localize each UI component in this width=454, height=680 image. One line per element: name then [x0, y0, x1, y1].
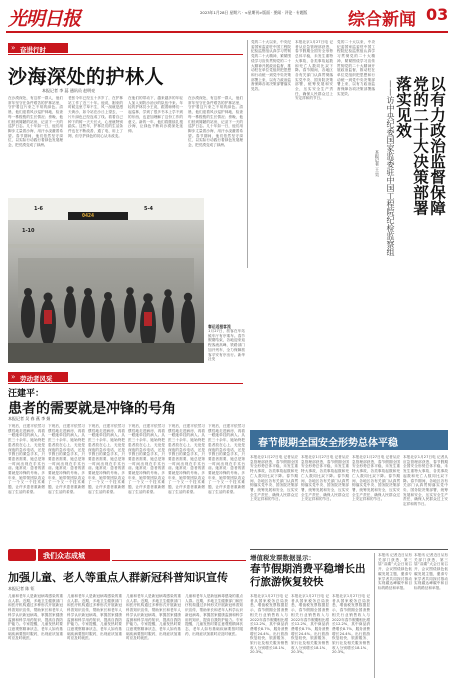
sign-1: 1-6	[34, 206, 44, 212]
consumption-col-2: 本报北京1月27日电 记者从国家税务总局获悉，增值税发票数据显示，春节假期全国消费相关行业销售收入与2022年春节假期相比增长12.2%，其中商品消费增长8.7%，服务消费增长24.4%。出行旅游恢复较快，旅游服务、旅行社及相关服务销售收入分别增长18.1%、20.3%。	[291, 594, 329, 655]
labor-pre-title: 汪建平：	[8, 389, 45, 399]
labor-title: 患者的需要就是冲锋的号角	[8, 401, 176, 417]
right-feature-title: 以有力政治监督保障党的二十大决策部署落实见效	[394, 76, 447, 216]
middle-col-2: 本报北京1月27日电 记者从应急管理部获悉，春节假期全国安全形势总体平稳，未发生重特大事故，各类事故起数和死亡人数同比双下降。春节期间，各地区各有关部门认真贯彻落实党中央、国务院决策部署，统筹发展和安全，压实安全生产责任，确保人民群众过上安定祥和的节日。	[295, 40, 333, 101]
consumption-title: 春节假期消费平稳增长出行旅游恢复较快	[250, 563, 366, 588]
right-feature-byline: 本报记者 王 昊	[375, 150, 380, 177]
spring-news-banner: 春节假期全国安全形势总体平稳	[250, 430, 448, 450]
column-divider	[247, 40, 248, 268]
labor-col-5: 下班后，汪建平依然习惯性地走进病房，再看一眼她牵挂的病人。从医三十余年，她始终把患者放在心上，无论是深夜的急诊电话，还是节假日的紧急手术，只要患者需要，她总是第一时间出现在手术台前。她常说：患者的需要就是冲锋的号角。多年来，她带领团队攻克了一个又一个技术难题，让许多患者重新燃起了生活的希望。	[168, 424, 205, 494]
side-divider	[374, 553, 375, 678]
photo-caption: 春运返程客流 1月27日，旅客在车站候车厅有序乘车。春节假期结束，各地迎来返程客流高峰，铁路部门加开列车，全力保障旅客平安有序出行。新华社发	[208, 324, 245, 362]
top-story-byline: 本报记者 李 蕊 通讯员 赵明亮	[42, 88, 96, 93]
consumption-col-1: 本报北京1月27日电 记者从国家税务总局获悉，增值税发票数据显示，春节假期全国消费相关行业销售收入与2022年春节假期相比增长12.2%，其中商品消费增长8.7%，服务消费增长24.4%。出行旅游恢复较快，旅游服务、旅行社及相关服务销售收入分别增长18.1%、20.3%。	[250, 594, 288, 655]
top-story-title: 沙海深处的护林人	[8, 66, 165, 88]
consumption-kicker: 增值税发票数据显示：	[250, 554, 315, 562]
news-photo	[8, 198, 204, 363]
labor-col-6: 下班后，汪建平依然习惯性地走进病房，再看一眼她牵挂的病人。从医三十余年，她始终把患者放在心上，无论是深夜的急诊电话，还是节假日的紧急手术，只要患者需要，她总是第一时间出现在手术台前。她常说：患者的需要就是冲锋的号角。多年来，她带领团队攻克了一个又一个技术难题，让许多患者重新燃起了生活的希望。	[208, 424, 245, 494]
masthead-rule	[6, 31, 448, 33]
masthead	[0, 0, 454, 38]
chevron-icon: »	[11, 43, 16, 52]
dateline: 2023年1月28日 星期六 · <星期刊>版面 · 要闻 · 评论 · 专题版	[200, 10, 308, 15]
labor-col-1: 下班后，汪建平依然习惯性地走进病房，再看一眼她牵挂的病人。从医三十余年，她始终把患者放在心上，无论是深夜的急诊电话，还是节假日的紧急手术，只要患者需要，她总是第一时间出现在手术台前。她常说：患者的需要就是冲锋的号角。多年来，她带领团队攻克了一个又一个技术难题，让许多患者重新燃起了生活的希望。	[8, 424, 45, 494]
labor-byline: 本报记者 吴 春 燕 李 娟	[8, 416, 51, 421]
consumption-col-3: 本报北京1月27日电 记者从国家税务总局获悉，增值税发票数据显示，春节假期全国消费相关行业销售收入与2022年春节假期相比增长12.2%，其中商品消费增长8.7%，服务消费增长24.4%。出行旅游恢复较快，旅游服务、旅行社及相关服务销售收入分别增长18.1%、20.3%。	[332, 594, 370, 655]
labor-kicker-underline	[8, 383, 243, 384]
side-col-2: 本报讯 记者近日从有关部门获悉，第三届“双碳”大会日前召开，会议围绕绿色低碳发展主题，邀请专家学者共同探讨推动实现碳达峰碳中和目标的路径和举措。	[414, 553, 448, 590]
health-col-3: 儿童和老年人是新冠病毒感染的重点人群。近期，多地卫生健康部门和医疗机构通过多种形式开展新冠科普知识宣传，帮助家长和老年人科学认识新冠病毒，掌握居家健康监测和科学用药知识，提高自我防护能力。专家提醒，儿童发热时要注意观察精神状态，老年人如有基础疾病要按时服药，出现症状加重时应及时就医。	[126, 594, 181, 641]
labor-col-4: 下班后，汪建平依然习惯性地走进病房，再看一眼她牵挂的病人。从医三十余年，她始终把患者放在心上，无论是深夜的急诊电话，还是节假日的紧急手术，只要患者需要，她总是第一时间出现在手术台前。她常说：患者的需要就是冲锋的号角。多年来，她带领团队攻克了一个又一个技术难题，让许多患者重新燃起了生活的希望。	[128, 424, 165, 494]
sign-3: 5-4	[144, 206, 154, 212]
middle-col-1: 党的二十大以来，中央纪委国家监委驻中国工程院纪检监察组认真学习贯彻党的二十大精神，紧紧围绕学习宣传贯彻党的二十大精神开展政治监督，推动驻在单位党组织把思想和行动统一到党中央决策部署上来，以有力政治监督保障各项决策部署落实见效。	[251, 40, 291, 92]
top-story-body-col1: 在沙漠深处，有这样一群人，他们常年坚守在条件艰苦的护林站里，守护着这片来之不易的绿色。清晨，他们迎着风沙巡护林地，检查每一株梭梭的生长情况；傍晚，他们回到简陋的站房，记录下一天的巡护日志。几十年如一日，他们用脚步丈量着沙海，用汗水浇灌着希望。春节期间，他们依然坚守岗位，以实际行动践行着绿色发展理念，把荒漠变成了绿洲。	[8, 96, 63, 148]
health-banner-box: 我们众志成城	[38, 549, 110, 561]
health-logo	[8, 549, 36, 561]
right-feature-subtitle: ——访中央纪委国家监委驻中国工程院纪检监察组	[386, 80, 395, 256]
sign-4: 1-10	[22, 228, 35, 234]
top-story-kicker: » 奋进行时	[8, 43, 68, 53]
section-title: 综合新闻	[348, 10, 416, 30]
newspaper-logo: 光明日报	[8, 8, 81, 30]
page-number: 03	[426, 5, 449, 24]
top-story-body-col3: 在他们的带动下，越来越多的年轻人加入到防沙治沙的队伍中来。年轻的护林员小王说，跟着师傅们一起巡林，学到了很多书本上学不到的东西，也更加理解了这份工作的意义。新的一年，他们将继续扎根沙海，让绿色不断向沙漠深处延伸。	[128, 96, 183, 133]
kicker-underline	[8, 54, 243, 55]
health-byline: 本报记者 陈 钜	[8, 586, 35, 591]
spring-col-1: 本报北京1月27日电 记者从应急管理部获悉，春节假期全国安全形势总体平稳，未发生重特大事故，各类事故起数和死亡人数同比双下降。春节期间，各地区各有关部门认真贯彻落实党中央、国务院决策部署，统筹发展和安全，压实安全生产责任，确保人民群众过上安定祥和的节日。	[250, 455, 298, 502]
consumption-rule-top	[250, 549, 448, 550]
top-story-body-col2: 老张今年已经五十多岁了，在护林站工作了近三十年。他说，刚来的时候这里寸草不生，风一刮就是漫天黄沙，如今站在沙丘上望去，一片片绿色已经连成了线。看着自己种下的树一天天长大，心里就特别踏实。这些年，护林员们的生活条件也在不断改善，通了电、用上了网，但守护绿色的初心从未改变。	[68, 96, 123, 138]
spring-col-2: 本报北京1月27日电 记者从应急管理部获悉，春节假期全国安全形势总体平稳，未发生重特大事故，各类事故起数和死亡人数同比双下降。春节期间，各地区各有关部门认真贯彻落实党中央、国务院决策部署，统筹发展和安全，压实安全生产责任，确保人民群众过上安定祥和的节日。	[301, 455, 349, 502]
labor-col-3: 下班后，汪建平依然习惯性地走进病房，再看一眼她牵挂的病人。从医三十余年，她始终把患者放在心上，无论是深夜的急诊电话，还是节假日的紧急手术，只要患者需要，她总是第一时间出现在手术台前。她常说：患者的需要就是冲锋的号角。多年来，她带领团队攻克了一个又一个技术难题，让许多患者重新燃起了生活的希望。	[88, 424, 125, 494]
side-col-1: 本报讯 记者近日从有关部门获悉，第三届“双碳”大会日前召开，会议围绕绿色低碳发展主题，邀请专家学者共同探讨推动实现碳达峰碳中和目标的路径和举措。	[378, 553, 412, 590]
health-col-1: 儿童和老年人是新冠病毒感染的重点人群。近期，多地卫生健康部门和医疗机构通过多种形式开展新冠科普知识宣传，帮助家长和老年人科学认识新冠病毒，掌握居家健康监测和科学用药知识，提高自我防护能力。专家提醒，儿童发热时要注意观察精神状态，老年人如有基础疾病要按时服药，出现症状加重时应及时就医。	[8, 594, 63, 641]
health-col-4: 儿童和老年人是新冠病毒感染的重点人群。近期，多地卫生健康部门和医疗机构通过多种形式开展新冠科普知识宣传，帮助家长和老年人科学认识新冠病毒，掌握居家健康监测和科学用药知识，提高自我防护能力。专家提醒，儿童发热时要注意观察精神状态，老年人如有基础疾病要按时服药，出现症状加重时应及时就医。	[185, 594, 243, 636]
health-title: 加强儿童、老人等重点人群新冠科普知识宣传	[8, 571, 228, 584]
station-scene	[8, 198, 204, 363]
sign-2: 0424	[82, 213, 95, 219]
top-story-body-col4: 在沙漠深处，有这样一群人，他们常年坚守在条件艰苦的护林站里，守护着这片来之不易的绿色。清晨，他们迎着风沙巡护林地，检查每一株梭梭的生长情况；傍晚，他们回到简陋的站房，记录下一天的巡护日志。几十年如一日，他们用脚步丈量着沙海，用汗水浇灌着希望。春节期间，他们依然坚守岗位，以实际行动践行着绿色发展理念，把荒漠变成了绿洲。	[188, 96, 243, 148]
labor-col-2: 下班后，汪建平依然习惯性地走进病房，再看一眼她牵挂的病人。从医三十余年，她始终把患者放在心上，无论是深夜的急诊电话，还是节假日的紧急手术，只要患者需要，她总是第一时间出现在手术台前。她常说：患者的需要就是冲锋的号角。多年来，她带领团队攻克了一个又一个技术难题，让许多患者重新燃起了生活的希望。	[48, 424, 85, 494]
spring-col-4: 本报北京1月27日电 记者从应急管理部获悉，春节假期全国安全形势总体平稳，未发生重特大事故，各类事故起数和死亡人数同比双下降。春节期间，各地区各有关部门认真贯彻落实党中央、国务院决策部署，统筹发展和安全，压实安全生产责任，确保人民群众过上安定祥和的节日。	[403, 455, 448, 507]
chevron-icon: »	[11, 372, 16, 381]
right-col-1: 党的二十大以来，中央纪委国家监委驻中国工程院纪检监察组认真学习贯彻党的二十大精神，紧紧围绕学习宣传贯彻党的二十大精神开展政治监督，推动驻在单位党组织把思想和行动统一到党中央决策部署上来，以有力政治监督保障各项决策部署落实见效。	[337, 40, 375, 96]
health-banner	[8, 549, 246, 561]
health-col-2: 儿童和老年人是新冠病毒感染的重点人群。近期，多地卫生健康部门和医疗机构通过多种形式开展新冠科普知识宣传，帮助家长和老年人科学认识新冠病毒，掌握居家健康监测和科学用药知识，提高自我防护能力。专家提醒，儿童发热时要注意观察精神状态，老年人如有基础疾病要按时服药，出现症状加重时应及时就医。	[67, 594, 122, 641]
spring-col-3: 本报北京1月27日电 记者从应急管理部获悉，春节假期全国安全形势总体平稳，未发生重特大事故，各类事故起数和死亡人数同比双下降。春节期间，各地区各有关部门认真贯彻落实党中央、国务院决策部署，统筹发展和安全，压实安全生产责任，确保人民群众过上安定祥和的节日。	[352, 455, 400, 502]
labor-kicker: » 劳动者风采	[8, 372, 68, 382]
